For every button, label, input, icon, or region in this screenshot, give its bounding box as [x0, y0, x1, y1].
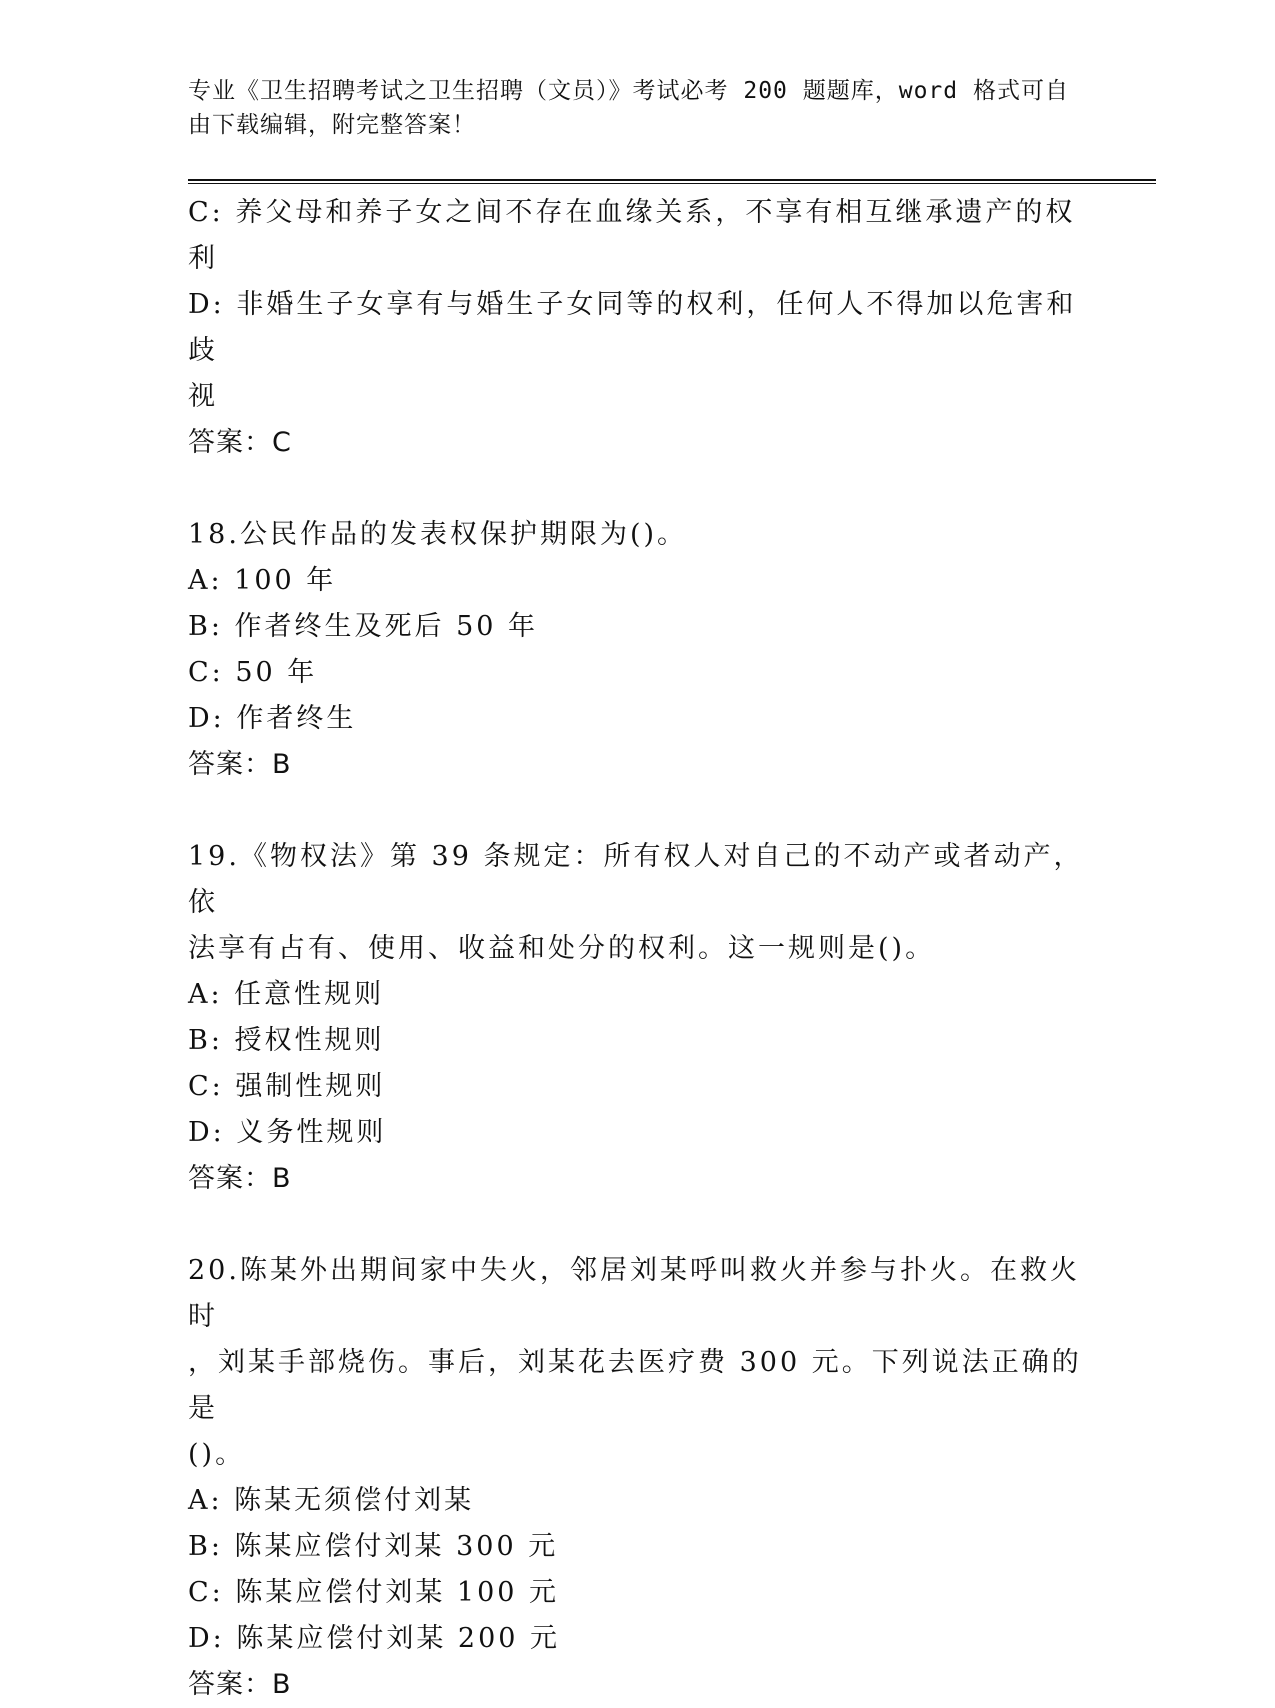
q17-option-d-line2: 视 — [188, 381, 218, 412]
q20-option-a: A: 陈某无须偿付刘某 — [188, 1485, 475, 1516]
q17-option-d-line1: D: 非婚生子女享有与婚生子女同等的权利，任何人不得加以危害和歧 — [188, 289, 1077, 366]
document-body — [188, 190, 1088, 1708]
q19-option-a: A: 任意性规则 — [188, 979, 385, 1010]
q17-answer: 答案：C — [188, 427, 292, 458]
q19-stem-line2: 法享有占有、使用、收益和处分的权利。这一规则是()。 — [188, 933, 936, 964]
question-17-tail — [188, 190, 1088, 466]
header-line-2: 由下载编辑，附完整答案！ — [188, 112, 476, 138]
q20-answer: 答案：B — [188, 1669, 292, 1700]
q20-stem-line3: ()。 — [188, 1439, 246, 1470]
header-divider-thin — [188, 183, 1156, 184]
q18-option-b: B: 作者终生及死后 50 年 — [188, 611, 539, 642]
q20-option-b: B: 陈某应偿付刘某 300 元 — [188, 1531, 559, 1562]
header-line-1: 专业《卫生招聘考试之卫生招聘（文员）》考试必考 200 题题库，word 格式可自 — [188, 78, 1069, 104]
q18-answer: 答案：B — [188, 749, 292, 780]
q19-option-d: D: 义务性规则 — [188, 1117, 387, 1148]
q19-option-c: C: 强制性规则 — [188, 1071, 386, 1102]
q19-option-b: B: 授权性规则 — [188, 1025, 385, 1056]
q20-option-c: C: 陈某应偿付刘某 100 元 — [188, 1577, 560, 1608]
q19-stem-line1: 19.《物权法》第 39 条规定：所有权人对自己的不动产或者动产，依 — [188, 841, 1084, 918]
q19-answer: 答案：B — [188, 1163, 292, 1194]
q18-stem: 18.公民作品的发表权保护期限为()。 — [188, 519, 688, 550]
q18-option-d: D: 作者终生 — [188, 703, 357, 734]
q18-option-c: C: 50 年 — [188, 657, 318, 688]
q20-stem-line1: 20.陈某外出期间家中失火，邻居刘某呼叫救火并参与扑火。在救火时 — [188, 1255, 1080, 1332]
question-19 — [188, 834, 1088, 1202]
question-18 — [188, 512, 1088, 788]
page-header — [188, 74, 1088, 142]
q20-stem-line2: ，刘某手部烧伤。事后，刘某花去医疗费 300 元。下列说法正确的是 — [188, 1347, 1082, 1424]
q17-option-c: C: 养父母和养子女之间不存在血缘关系，不享有相互继承遗产的权利 — [188, 197, 1076, 274]
q18-option-a: A: 100 年 — [188, 565, 337, 596]
header-divider-thick — [188, 179, 1156, 181]
question-20 — [188, 1248, 1088, 1708]
q20-option-d: D: 陈某应偿付刘某 200 元 — [188, 1623, 561, 1654]
